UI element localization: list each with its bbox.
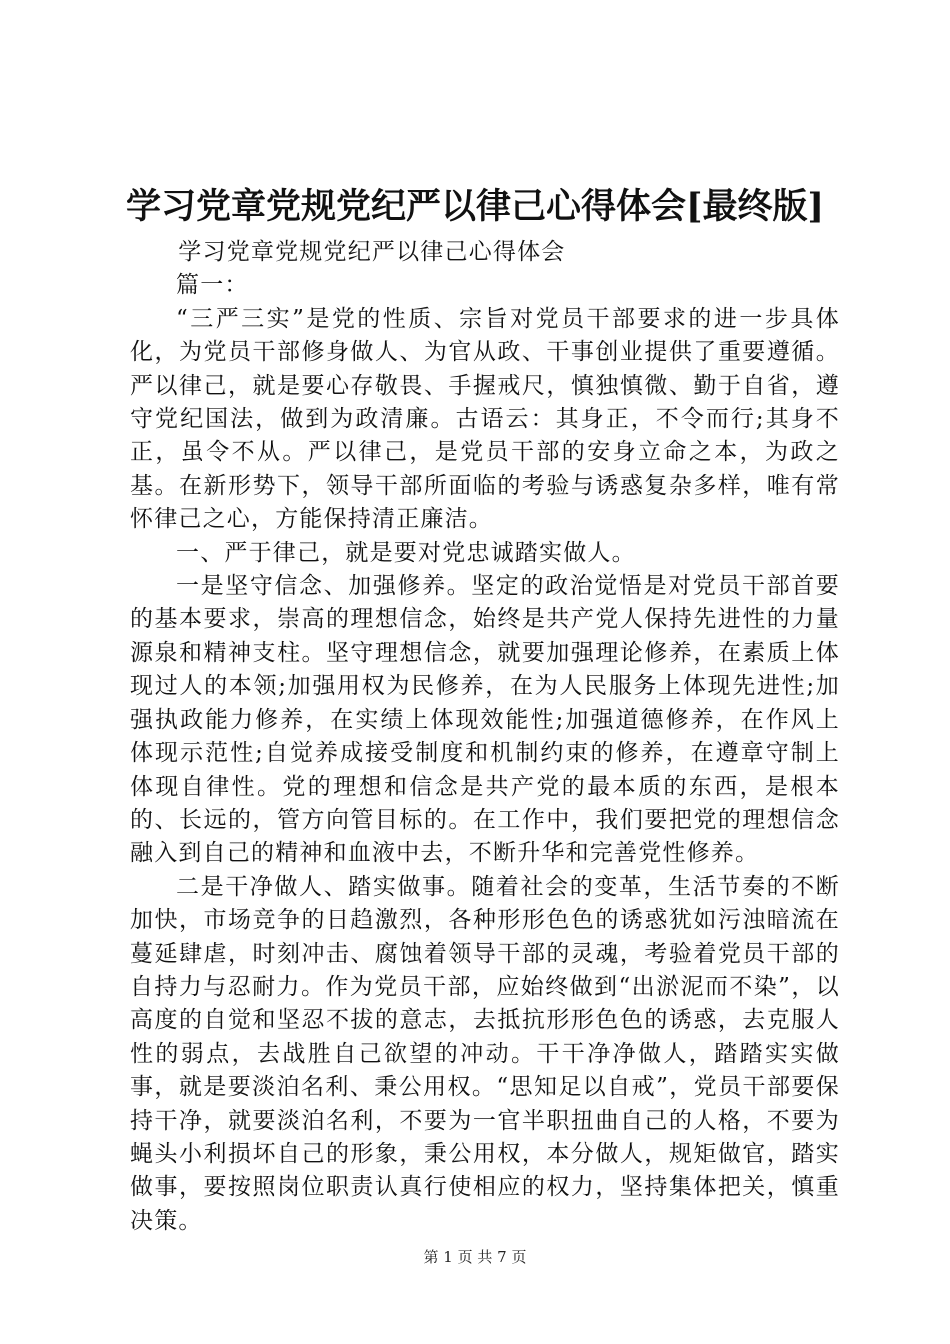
paragraph-point-two: 二是干净做人、踏实做事。随着社会的变革，生活节奏的不断加快，市场竞争的日趋激烈，各种形形色色的诱惑犹如污浊暗流在蔓延肆虐，时刻冲击、腐蚀着领导干部的灵魂，考验着党员干部的自持力与忍耐力。作为党员干部，应始终做到“出淤泥而不染”，以高度的自觉和坚忍不拔的意志，去抵抗形形色色的诱惑，去克服人性的弱点，去战胜自己欲望的冲动。干干净净做人，踏踏实实做事，就是要淡泊名利、秉公用权。“思知足以自戒”，党员干部要保持干净，就要淡泊名利，不要为一官半职扭曲自己的人格，不要为蝇头小利损坏自己的形象，秉公用权，本分做人，规矩做官，踏实做事，要按照岗位职责认真行使相应的权力，坚持集体把关，慎重决策。 [130,873,840,1234]
section-label: 篇一： [176,272,249,299]
section-heading: 一、严于律己，就是要对党忠诚踏实做人。 [176,539,636,566]
paragraph-point-one: 一是坚守信念、加强修养。坚定的政治觉悟是对党员干部首要的基本要求，崇高的理想信念，始终是共产党人保持先进性的力量源泉和精神支柱。坚守理想信念，就要加强理论修养，在素质上体现过人的本领;加强用权为民修养，在为人民服务上体现先进性;加强执政能力修养，在实绩上体现效能性;加强道德修养，在作风上体现示范性;自觉养成接受制度和机制约束的修养，在遵章守制上体现自律性。党的理想和信念是共产党的最本质的东西，是根本的、长远的，管方向管目标的。在工作中，我们要把党的理想信念融入到自己的精神和血液中去，不断升华和完善党性修养。 [130,573,840,867]
paragraph-intro: “三严三实”是党的性质、宗旨对党员干部要求的进一步具体化，为党员干部修身做人、为官从政、干事创业提供了重要遵循。严以律己，就是要心存敬畏、手握戒尺，慎独慎微、勤于自省，遵守党纪国法，做到为政清廉。古语云：其身正，不令而行;其身不正，虽令不从。严以律己，是党员干部的安身立命之本，为政之基。在新形势下，领导干部所面临的考验与诱惑复杂多样，唯有常怀律己之心，方能保持清正廉洁。 [130,305,840,533]
document-title: 学习党章党规党纪严以律己心得体会[最终版] [125,186,825,227]
page-footer: 第 1 页 共 7 页 [423,1248,527,1266]
document-subtitle: 学习党章党规党纪严以律己心得体会 [178,239,566,265]
document-body [130,236,840,1238]
